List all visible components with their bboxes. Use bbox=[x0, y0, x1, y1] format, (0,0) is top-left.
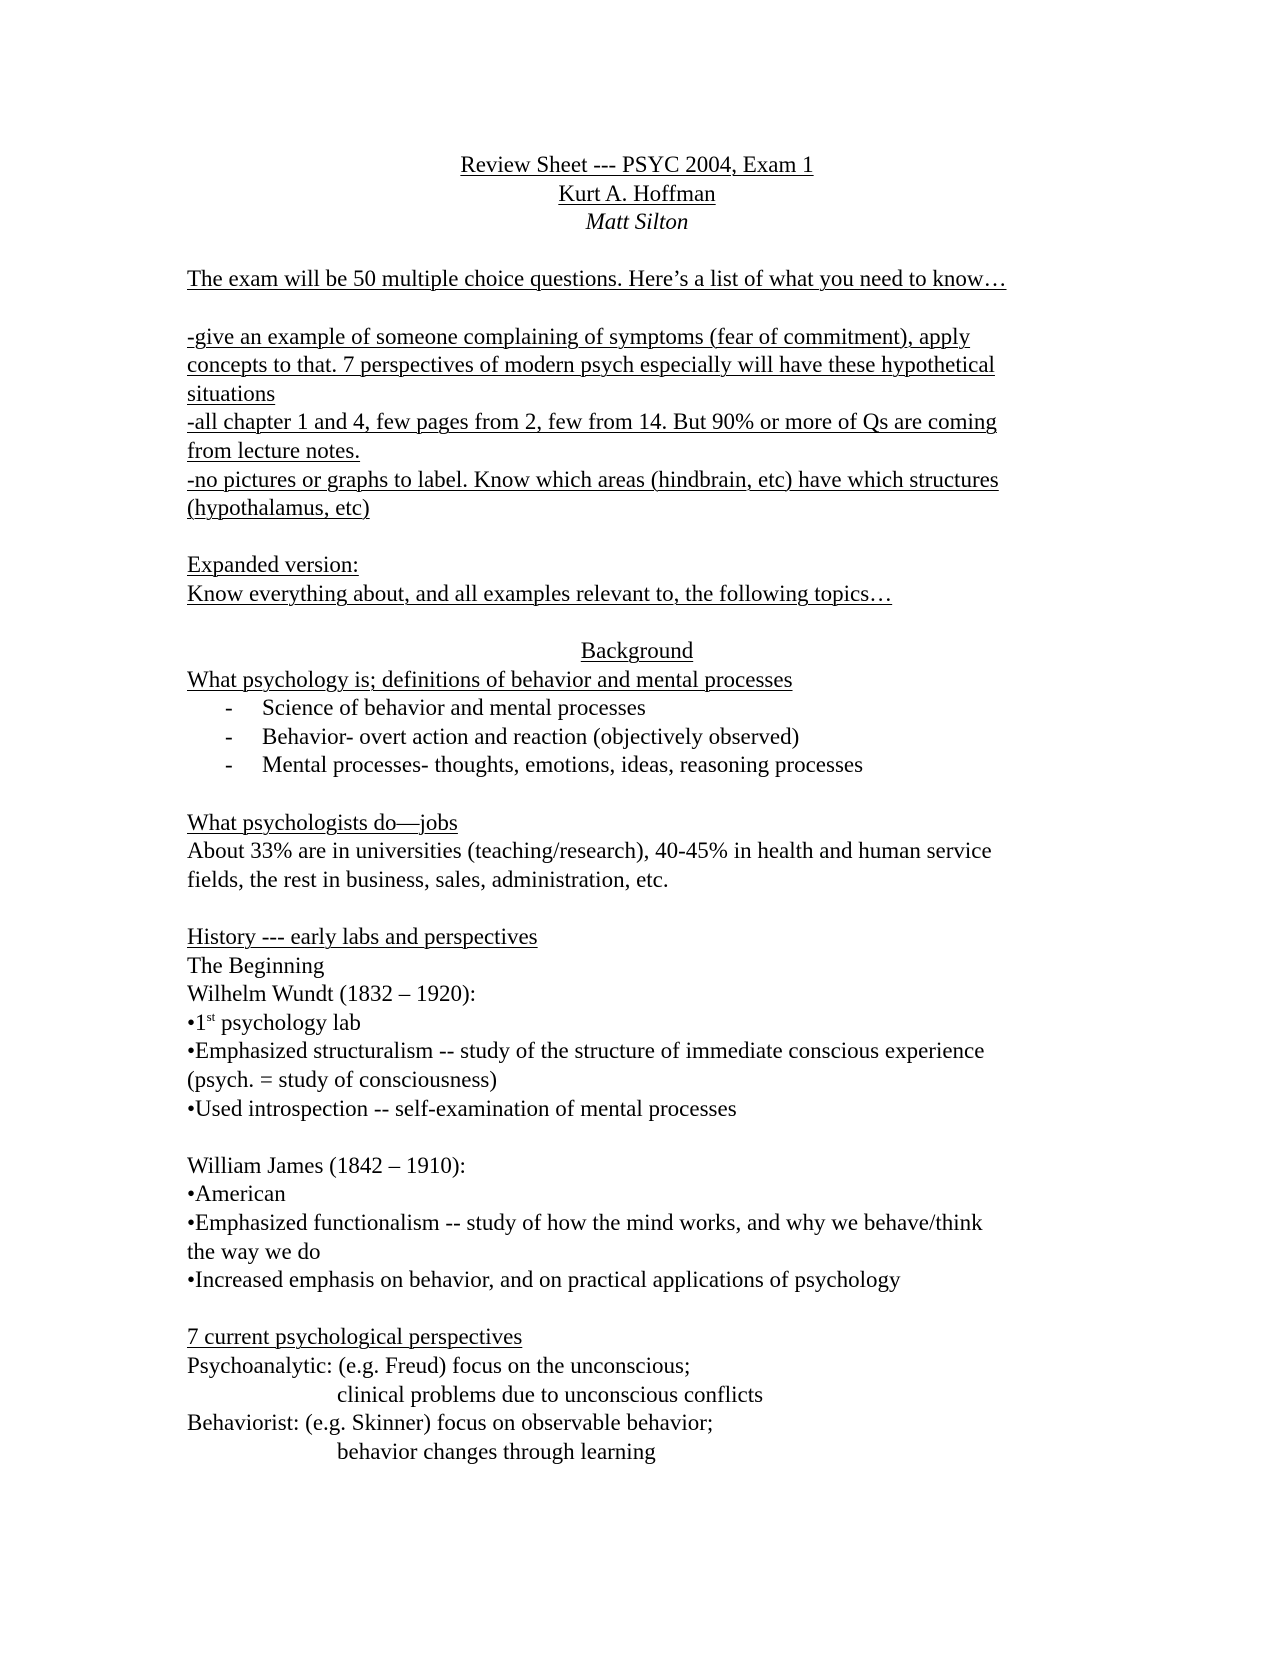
list-item-text: Mental processes- thoughts, emotions, ideas, reasoning processes bbox=[262, 752, 864, 778]
wundt-bullet: •Emphasized structuralism -- study of the structure of immediate conscious experience bbox=[187, 1038, 985, 1064]
spacer bbox=[187, 523, 1107, 552]
section-heading-background: Background bbox=[580, 638, 694, 664]
document-body bbox=[187, 151, 1107, 1466]
wundt-bullet-cont: (psych. = study of consciousness) bbox=[187, 1067, 498, 1092]
list-item bbox=[187, 694, 1107, 723]
history-heading: History --- early labs and perspectives bbox=[187, 924, 538, 950]
student-line bbox=[187, 208, 1087, 237]
list-item-text: Behavior- overt action and reaction (objectively observed) bbox=[262, 723, 800, 749]
history-subheading: The Beginning bbox=[187, 952, 325, 978]
exam-notes bbox=[187, 323, 1107, 523]
wundt-name: Wilhelm Wundt (1832 – 1920): bbox=[187, 981, 477, 1007]
student-name: Matt Silton bbox=[585, 209, 689, 235]
instructor-line bbox=[187, 180, 1087, 209]
list-item bbox=[187, 751, 1107, 780]
perspective-psychoanalytic: Psychoanalytic: (e.g. Freud) focus on the unconscious; bbox=[187, 1352, 691, 1378]
james-name: William James (1842 – 1910): bbox=[187, 1152, 466, 1178]
dash-bullet: - bbox=[225, 723, 233, 749]
bullet-text: •1 bbox=[187, 1009, 207, 1035]
spacer bbox=[187, 294, 1107, 323]
james-bullet: •Increased emphasis on behavior, and on practical applications of psychology bbox=[187, 1267, 901, 1293]
list-item bbox=[187, 723, 1107, 752]
perspective-behaviorist: Behaviorist: (e.g. Skinner) focus on observable behavior; bbox=[187, 1410, 714, 1436]
definition-heading: What psychology is; definitions of behavior and mental processes bbox=[187, 666, 793, 692]
perspectives-heading: 7 current psychological perspectives bbox=[187, 1324, 523, 1350]
dash-bullet: - bbox=[225, 752, 233, 778]
note-line: -no pictures or graphs to label. Know which areas (hindbrain, etc) have which structures bbox=[187, 466, 999, 492]
note-line: (hypothalamus, etc) bbox=[187, 495, 370, 521]
jobs-text: fields, the rest in business, sales, administration, etc. bbox=[187, 866, 669, 892]
ordinal-suffix: st bbox=[206, 1008, 216, 1024]
note-line: -give an example of someone complaining of symptoms (fear of commitment), apply bbox=[187, 323, 971, 349]
note-line: situations bbox=[187, 380, 276, 406]
definition-list bbox=[187, 694, 1107, 780]
exam-intro: The exam will be 50 multiple choice questions. Here’s a list of what you need to know… bbox=[187, 266, 1007, 292]
perspective-psychoanalytic-detail: clinical problems due to unconscious conflicts bbox=[337, 1381, 764, 1407]
intro-line bbox=[187, 265, 1107, 294]
bullet-text: psychology lab bbox=[215, 1009, 361, 1035]
note-line: from lecture notes. bbox=[187, 437, 361, 463]
jobs-heading: What psychologists do—jobs bbox=[187, 809, 458, 835]
spacer bbox=[187, 780, 1107, 809]
perspective-behaviorist-detail: behavior changes through learning bbox=[337, 1438, 656, 1464]
jobs-text: About 33% are in universities (teaching/research), 40-45% in health and human service bbox=[187, 838, 992, 864]
wundt-bullet bbox=[187, 1009, 1107, 1038]
instructor-name: Kurt A. Hoffman bbox=[558, 180, 716, 206]
spacer bbox=[187, 237, 1107, 266]
document-header bbox=[187, 151, 1087, 180]
spacer bbox=[187, 1295, 1107, 1324]
expanded-subheading: Know everything about, and all examples relevant to, the following topics… bbox=[187, 580, 893, 606]
expanded-heading: Expanded version: bbox=[187, 552, 359, 578]
wundt-bullet: •Used introspection -- self-examination of mental processes bbox=[187, 1095, 737, 1121]
spacer bbox=[187, 894, 1107, 923]
list-item-text: Science of behavior and mental processes bbox=[262, 695, 646, 721]
james-bullet: •American bbox=[187, 1181, 286, 1207]
dash-bullet: - bbox=[225, 695, 233, 721]
spacer bbox=[187, 1123, 1107, 1152]
note-line: -all chapter 1 and 4, few pages from 2, few from 14. But 90% or more of Qs are coming bbox=[187, 409, 997, 435]
spacer bbox=[187, 609, 1107, 638]
james-bullet: •Emphasized functionalism -- study of how the mind works, and why we behave/think bbox=[187, 1209, 983, 1235]
page-title: Review Sheet --- PSYC 2004, Exam 1 bbox=[460, 152, 814, 177]
note-line: concepts to that. 7 perspectives of modern psych especially will have these hypothetical bbox=[187, 352, 995, 378]
james-bullet-cont: the way we do bbox=[187, 1238, 321, 1264]
